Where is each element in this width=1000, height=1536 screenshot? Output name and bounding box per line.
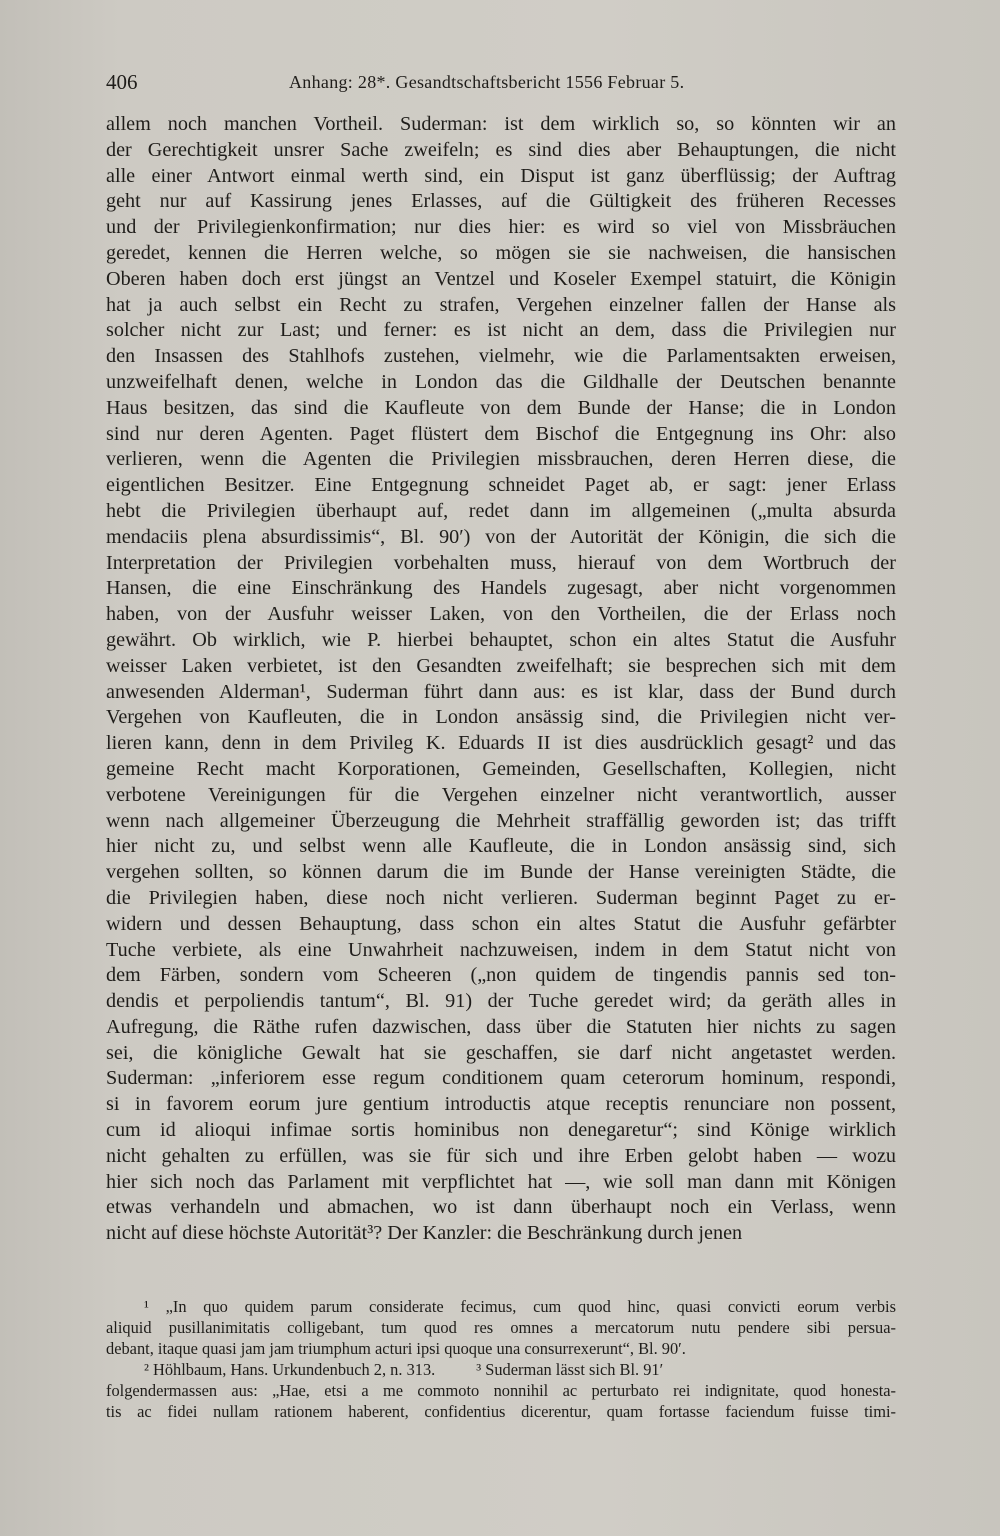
text-line: etwas verhandeln und abmachen, wo ist dann überhaupt noch ein Verlass, wenn (106, 1196, 896, 1219)
footnote-line: ¹ „In quo quidem parum considerate fecimus, cum quod hinc, quasi convicti eorum verbis (144, 1297, 896, 1316)
text-line: Oberen haben doch erst jüngst an Ventzel und Koseler Exempel statuirt, die Königin (106, 267, 896, 290)
text-line: verbotene Vereinigungen für die Vergehen einzelner nicht verantwortlich, ausser (106, 783, 896, 806)
footnote-line: debant, itaque quasi jam jam triumphum acturi ipsi quoque una consurrexerunt“, Bl. 90′. (106, 1339, 686, 1358)
text-line: Interpretation der Privilegien vorbehalten muss, hierauf von dem Wortbruch der (106, 551, 896, 574)
text-line: cum id alioqui infimae sortis hominibus non denegaretur“; sind Könige wirklich (106, 1119, 896, 1142)
text-line: hier nicht zu, und selbst wenn alle Kaufleute, die in London ansässig sind, sich (106, 835, 896, 858)
text-line: widern und dessen Behauptung, dass schon ein altes Statut die Ausfuhr gefärbter (106, 912, 896, 935)
text-line: und der Privilegienkonfirmation; nur dies hier: es wird so viel von Missbräuchen (106, 216, 896, 239)
text-line: der Gerechtigkeit unsrer Sache zweifeln; es sind dies aber Behauptungen, die nicht (106, 138, 896, 161)
text-line: hebt die Privilegien überhaupt auf, redet dann im allgemeinen („multa absurda (106, 499, 896, 522)
running-title: Anhang: 28*. Gesandtschaftsbericht 1556 Februar 5. (289, 72, 685, 92)
text-line: solcher nicht zur Last; und ferner: es ist nicht an dem, dass die Privilegien nur (106, 319, 896, 342)
text-line: dem Färben, sondern vom Scheeren („non quidem de tingendis pannis sed ton- (106, 964, 896, 987)
text-line: gewährt. Ob wirklich, wie P. hierbei behauptet, schon ein altes Statut die Ausfuhr (106, 628, 896, 651)
text-line: unzweifelhaft denen, welche in London das die Gildhalle der Deutschen benannte (106, 370, 896, 393)
text-line: vergehen sollten, so können darum die im Bunde der Hanse vereinigten Städte, die (106, 861, 896, 884)
footnote-line: folgendermassen aus: „Hae, etsi a me commoto nonnihil ac perturbato rei indignitate, quod honesta- (106, 1381, 896, 1400)
text-line: hier sich noch das Parlament mit verpflichtet hat —, wie soll man dann mit Königen (106, 1170, 896, 1193)
footnote-line: aliquid pusillanimitatis colligebant, tum quod res omnes a mercatorum nutu pendere sibi persua- (106, 1318, 896, 1337)
footnote-line: ² Höhlbaum, Hans. Urkundenbuch 2, n. 313. ³ Suderman lässt sich Bl. 91′ (144, 1360, 664, 1379)
text-line: alle einer Antwort einmal werth sind, ein Disput ist ganz überflüssig; der Auftrag (106, 164, 896, 187)
text-line: hat ja auch selbst ein Recht zu strafen, Vergehen einzelner fallen der Hanse als (106, 293, 896, 316)
page-header (106, 70, 896, 100)
text-line: eigentlichen Besitzer. Eine Entgegnung schneidet Paget ab, er sagt: jener Erlass (106, 474, 896, 497)
text-line: geredet, kennen die Herren welche, so mögen sie sie nachweisen, die hansischen (106, 241, 896, 264)
footnotes (106, 1296, 896, 1422)
text-line: Tuche verbiete, als eine Unwahrheit nachzuweisen, indem in dem Statut nicht von (106, 938, 896, 961)
text-line: den Insassen des Stahlhofs zustehen, vielmehr, wie die Parlamentsakten erweisen, (106, 345, 896, 368)
text-line: verlieren, wenn die Agenten die Privilegien missbrauchen, deren Herren diese, die (106, 448, 896, 471)
text-line: anwesenden Alderman¹, Suderman führt dann aus: es ist klar, dass der Bund durch (106, 680, 896, 703)
text-line: allem noch manchen Vortheil. Suderman: ist dem wirklich so, so könnten wir an (106, 113, 896, 135)
text-line: Hansen, die eine Einschränkung des Handels zugesagt, aber nicht vorgenommen (106, 577, 896, 600)
text-line: sind nur deren Agenten. Paget flüstert dem Bischof die Entgegnung ins Ohr: also (106, 422, 896, 445)
text-line: nicht auf diese höchste Autorität³? Der Kanzler: die Beschränkung durch jenen (106, 1222, 743, 1245)
text-line: Suderman: „inferiorem esse regum conditionem quam ceterorum hominum, respondi, (106, 1067, 896, 1090)
body-text (106, 112, 896, 1247)
text-line: sei, die königliche Gewalt hat sie geschaffen, sie darf nicht angetastet werden. (106, 1041, 896, 1064)
text-line: nicht gehalten zu erfüllen, was sie für sich und ihre Erben gelobt haben — wozu (106, 1144, 896, 1167)
text-line: haben, von der Ausfuhr weisser Laken, von den Vortheilen, die der Erlass noch (106, 603, 896, 626)
text-line: si in favorem eorum jure gentium introductis atque receptis renunciare non possent, (106, 1093, 896, 1116)
text-line: dendis et perpoliendis tantum“, Bl. 91) der Tuche geredet wird; da geräth alles in (106, 990, 896, 1013)
text-line: gemeine Recht macht Korporationen, Gemeinden, Gesellschaften, Kollegien, nicht (106, 757, 896, 780)
text-line: lieren kann, denn in dem Privileg K. Eduards II ist dies ausdrücklich gesagt² und das (106, 732, 896, 755)
text-line: wenn nach allgemeiner Überzeugung die Mehrheit straffällig geworden ist; das trifft (106, 809, 896, 832)
text-line: weisser Laken verbietet, ist den Gesandten zweifelhaft; sie besprechen sich mit dem (106, 654, 896, 677)
text-line: mendaciis plena absurdissimis“, Bl. 90′) von der Autorität der Königin, die sich die (106, 525, 896, 548)
page-number: 406 (106, 70, 138, 94)
text-line: geht nur auf Kassirung jenes Erlasses, auf die Gültigkeit des früheren Recesses (106, 190, 896, 213)
text-line: Vergehen von Kaufleuten, die in London ansässig sind, die Privilegien nicht ver- (106, 706, 896, 729)
text-line: Haus besitzen, das sind die Kaufleute von dem Bunde der Hanse; die in London (106, 396, 896, 419)
text-line: die Privilegien haben, diese noch nicht verlieren. Suderman beginnt Paget zu er- (106, 886, 896, 909)
text-line: Aufregung, die Räthe rufen dazwischen, dass über die Statuten hier nichts zu sagen (106, 1015, 896, 1038)
footnote-line: tis ac fidei nullam rationem haberent, confidentius dicerentur, quam fortasse faciendum fuisse timi- (106, 1402, 896, 1421)
